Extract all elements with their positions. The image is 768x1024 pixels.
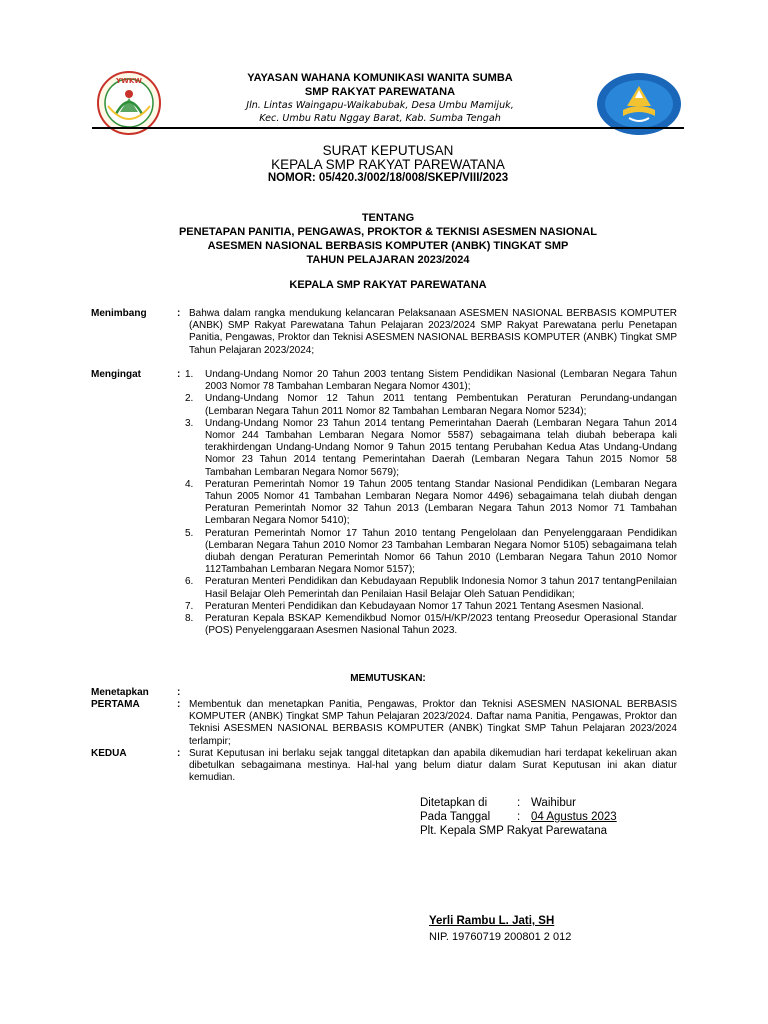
- list-item-number: 6.: [185, 576, 194, 588]
- list-item: [185, 576, 677, 600]
- mengingat-list: [185, 369, 677, 637]
- kedua-colon: :: [177, 748, 181, 759]
- subject-heading: TENTANG: [361, 212, 415, 224]
- list-item-text: Peraturan Kepala BSKAP Kemendikbud Nomor 015/H/KP/2023 tentang Preosedur Operasional Standar (POS) Penyelenggaraan Asesmen Nasional Tahun 2023.: [205, 613, 677, 637]
- issuer-heading: KEPALA SMP RAKYAT PAREWATANA: [289, 279, 487, 291]
- school-name: SMP RAKYAT PAREWATANA: [304, 86, 456, 98]
- signature-place-row: [420, 797, 576, 809]
- decree-issuer-title: KEPALA SMP RAKYAT PAREWATANA: [271, 157, 505, 172]
- signatory-position: Plt. Kepala SMP Rakyat Parewatana: [420, 825, 608, 837]
- menimbang-colon: :: [177, 308, 181, 319]
- kedua-text: Surat Keputusan ini berlaku sejak tanggal ditetapkan dan apabila dikemudian hari terdapat kekeliruan akan dibetulkan sebagaimana mestinya. Hal-hal yang belum diatur dalam Surat Keputusan ini akan diatur kemudian.: [189, 748, 677, 784]
- date-colon: :: [517, 811, 521, 823]
- list-item-number: 5.: [185, 527, 194, 539]
- list-item-text: Peraturan Menteri Pendidikan dan Kebudayaan Republik Indonesia Nomor 3 tahun 2017 tentangPenilaian Hasil Belajar Oleh Pemerintah dan Penilaian Hasil Belajar Oleh Satuan Pendidikan;: [205, 576, 677, 600]
- list-item: [185, 369, 677, 393]
- list-item: [185, 613, 677, 637]
- decree-number: NOMOR: 05/420.3/002/18/008/SKEP/VIII/2023: [267, 172, 509, 184]
- list-item-number: 3.: [185, 417, 194, 429]
- date-label: Pada Tanggal: [420, 811, 491, 823]
- date-value: 04 Agustus 2023: [531, 811, 617, 823]
- list-item-text: Peraturan Pemerintah Nomor 19 Tahun 2005 tentang Standar Nasional Pendidikan (Lembaran Negara Tahun 2005 Nomor 41 Tambahan Lembaran Negara Nomor 4496) sebagaimana telah diubah dengan Peraturan Pemerintah Nomor 32 Tahun 2013 (Lembaran Negara Tahun 2013 Nomor 71 Tambahan Lembaran Negara Nomor 5410);: [205, 478, 677, 527]
- place-label: Ditetapkan di: [420, 797, 488, 809]
- list-item-number: 7.: [185, 600, 194, 612]
- subject-line-1: PENETAPAN PANITIA, PENGAWAS, PROKTOR & TEKNISI ASESMEN NASIONAL: [178, 226, 598, 238]
- pertama-label: PERTAMA: [91, 699, 140, 710]
- place-value: Waihibur: [531, 797, 576, 809]
- list-item: [185, 528, 677, 577]
- place-colon: :: [517, 797, 521, 809]
- organization-name: YAYASAN WAHANA KOMUNIKASI WANITA SUMBA: [247, 72, 513, 84]
- address-line-2: Kec. Umbu Ratu Nggay Barat, Kab. Sumba Tengah: [259, 113, 501, 124]
- list-item-text: Undang-Undang Nomor 20 Tahun 2003 tentang Sistem Pendidikan Nasional (Lembaran Negara Tahun 2003 Nomor 78 Tambahan Lembaran Negara Nomor 4301);: [205, 369, 677, 393]
- address-line-1: Jln. Lintas Waingapu-Waikabubak, Desa Umbu Mamijuk,: [246, 100, 514, 111]
- list-item: [185, 393, 677, 417]
- list-item-number: 1.: [185, 369, 194, 380]
- mengingat-label: Mengingat: [91, 369, 141, 380]
- list-item-number: 2.: [185, 393, 194, 405]
- list-item: [185, 418, 677, 479]
- menetapkan-colon: :: [177, 687, 181, 698]
- menetapkan-label: Menetapkan: [91, 687, 149, 698]
- menimbang-text: Bahwa dalam rangka mendukung kelancaran Pelaksanaan ASESMEN NASIONAL BERBASIS KOMPUTER (ANBK) SMP Rakyat Parewatana Tahun Pelajaran 2023/2024 SMP Rakyat Parewatana perlu Penetapan Panitia, Pengawas, Proktor dan Teknisi ASESMEN NASIONAL BERBASIS KOMPUTER (ANBK) Tingkat SMP Tahun Pelajaran 2023/2024;: [189, 308, 677, 356]
- signature-date-row: [420, 811, 617, 823]
- svg-text:YWKW: YWKW: [116, 77, 142, 85]
- signatory-name: Yerli Rambu L. Jati, SH: [429, 915, 555, 927]
- kedua-label: KEDUA: [91, 748, 127, 759]
- list-item-text: Peraturan Pemerintah Nomor 17 Tahun 2010 tentang Pengelolaan dan Penyelenggaraan Pendidikan (Lembaran Negara Tahun 2010 Nomor 23 Tambahan Lembaran Negara Nomor 5105) sebagaimana telah diubah dengan Peraturan Pemerintah Nomor 66 Tahun 2010 (Lembaran Negara Tahun 2010 Nomor 112Tambahan Lembaran Negara Nomor 5157);: [205, 527, 677, 576]
- menimbang-label: Menimbang: [91, 308, 147, 319]
- memutuskan-heading: MEMUTUSKAN:: [350, 673, 426, 684]
- list-item-number: 4.: [185, 478, 194, 490]
- list-item-number: 8.: [185, 613, 194, 625]
- list-item-text: Undang-Undang Nomor 12 Tahun 2011 tentang Pembentukan Peraturan Perundang-undangan (Lembaran Negara Tahun 2011 Nomor 82 Tambahan Lembaran Negara Nomor 5234);: [205, 393, 677, 417]
- pertama-colon: :: [177, 699, 181, 710]
- signatory-nip: NIP. 19760719 200801 2 012: [429, 931, 572, 943]
- decree-title: SURAT KEPUTUSAN: [322, 143, 454, 158]
- letterhead-divider: [92, 127, 684, 129]
- list-item: [185, 479, 677, 528]
- list-item-text: Peraturan Menteri Pendidikan dan Kebudayaan Nomor 17 Tahun 2021 Tentang Asesmen Nasional.: [205, 600, 644, 612]
- subject-line-2: ASESMEN NASIONAL BERBASIS KOMPUTER (ANBK) TINGKAT SMP: [207, 240, 569, 252]
- list-item: [185, 601, 677, 613]
- subject-line-3: TAHUN PELAJARAN 2023/2024: [306, 254, 470, 266]
- list-item-text: Undang-Undang Nomor 23 Tahun 2014 tentang Pemerintahan Daerah (Lembaran Negara Tahun 2014 Nomor 244 Tambahan Lembaran Negara Nomor 5587) sebagaimana telah diubah beberapa kali terakhirdengan Undang-Undang Nomor 9 Tahun 2015 tentang Perubahan Kedua Atas Undang-Undang Nomor 23 Tahun 2014 tentang Pemerintahan Daerah (Lembaran Negara Tahun 2015 Nomor 58 Tambahan Lembaran Negara Nomor 5679);: [205, 417, 677, 478]
- pertama-text: Membentuk dan menetapkan Panitia, Pengawas, Proktor dan Teknisi ASESMEN NASIONAL BERBASIS KOMPUTER (ANBK) Tingkat SMP Tahun Pelajaran 2023/2024. Daftar nama Panitia, Pengawas, Proktor dan Teknisi ASESMEN NASIONAL BERBASIS KOMPUTER (ANBK) Tingkat SMP Tahun Pelajaran 2023/2024 terlampir;: [189, 699, 677, 747]
- mengingat-colon: :: [177, 369, 181, 380]
